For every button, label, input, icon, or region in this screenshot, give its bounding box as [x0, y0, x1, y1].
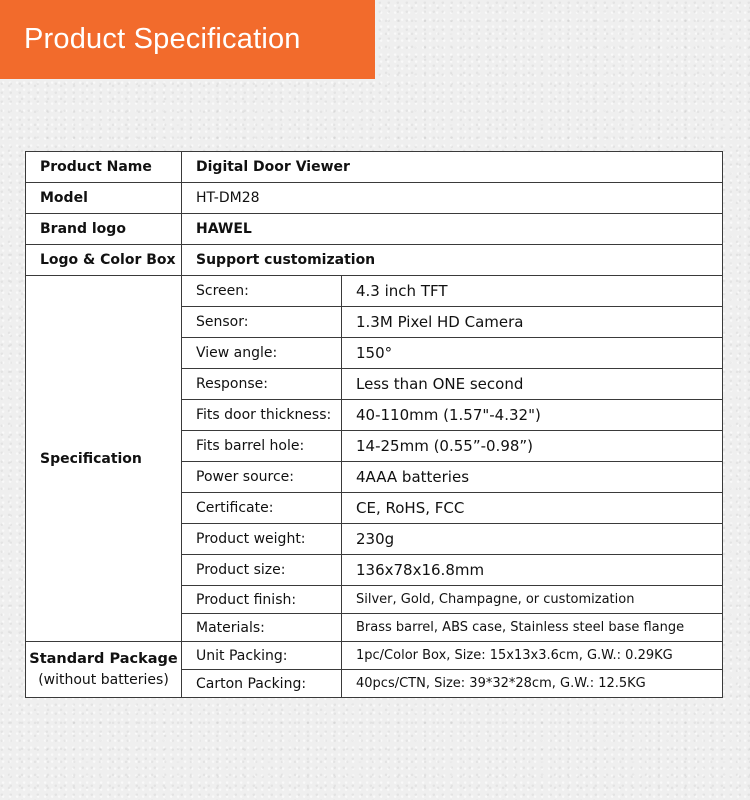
spec-label: View angle:: [182, 338, 342, 369]
spec-row-screen: [26, 276, 723, 307]
package-label: Carton Packing:: [182, 670, 342, 698]
spec-value: 150°: [342, 338, 723, 369]
label-standard-package: [26, 642, 182, 698]
value-logo-color-box: Support customization: [182, 245, 723, 276]
spec-label: Fits barrel hole:: [182, 431, 342, 462]
spec-value: 14-25mm (0.55”-0.98”): [342, 431, 723, 462]
value-product-name: Digital Door Viewer: [182, 152, 723, 183]
package-title: Standard Package: [29, 650, 178, 667]
spec-value: 4AAA batteries: [342, 462, 723, 493]
spec-value: CE, RoHS, FCC: [342, 493, 723, 524]
page-title: Product Specification: [24, 23, 301, 55]
row-logo-color-box: [26, 245, 723, 276]
spec-label: Fits door thickness:: [182, 400, 342, 431]
spec-label: Product size:: [182, 555, 342, 586]
value-brand-logo: HAWEL: [182, 214, 723, 245]
label-specification: Specification: [26, 276, 182, 642]
spec-label: Sensor:: [182, 307, 342, 338]
spec-label: Product weight:: [182, 524, 342, 555]
spec-value: Silver, Gold, Champagne, or customization: [342, 586, 723, 614]
value-model: HT-DM28: [182, 183, 723, 214]
spec-label: Screen:: [182, 276, 342, 307]
row-product-name: [26, 152, 723, 183]
spec-value: 4.3 inch TFT: [342, 276, 723, 307]
package-label: Unit Packing:: [182, 642, 342, 670]
package-value: 40pcs/CTN, Size: 39*32*28cm, G.W.: 12.5KG: [342, 670, 723, 698]
spec-label: Product finish:: [182, 586, 342, 614]
spec-table: [25, 151, 723, 698]
spec-label: Materials:: [182, 614, 342, 642]
label-product-name: Product Name: [26, 152, 182, 183]
spec-label: Certificate:: [182, 493, 342, 524]
spec-label: Power source:: [182, 462, 342, 493]
spec-value: 136x78x16.8mm: [342, 555, 723, 586]
spec-value: 1.3M Pixel HD Camera: [342, 307, 723, 338]
label-logo-color-box: Logo & Color Box: [26, 245, 182, 276]
label-brand-logo: Brand logo: [26, 214, 182, 245]
label-model: Model: [26, 183, 182, 214]
spec-value: Brass barrel, ABS case, Stainless steel base flange: [342, 614, 723, 642]
row-brand-logo: [26, 214, 723, 245]
package-note: (without batteries): [38, 671, 169, 688]
row-model: [26, 183, 723, 214]
header-banner: [0, 0, 375, 79]
spec-value: Less than ONE second: [342, 369, 723, 400]
package-row-unit: [26, 642, 723, 670]
spec-label: Response:: [182, 369, 342, 400]
package-value: 1pc/Color Box, Size: 15x13x3.6cm, G.W.: 0.29KG: [342, 642, 723, 670]
spec-value: 40-110mm (1.57"-4.32"): [342, 400, 723, 431]
spec-value: 230g: [342, 524, 723, 555]
